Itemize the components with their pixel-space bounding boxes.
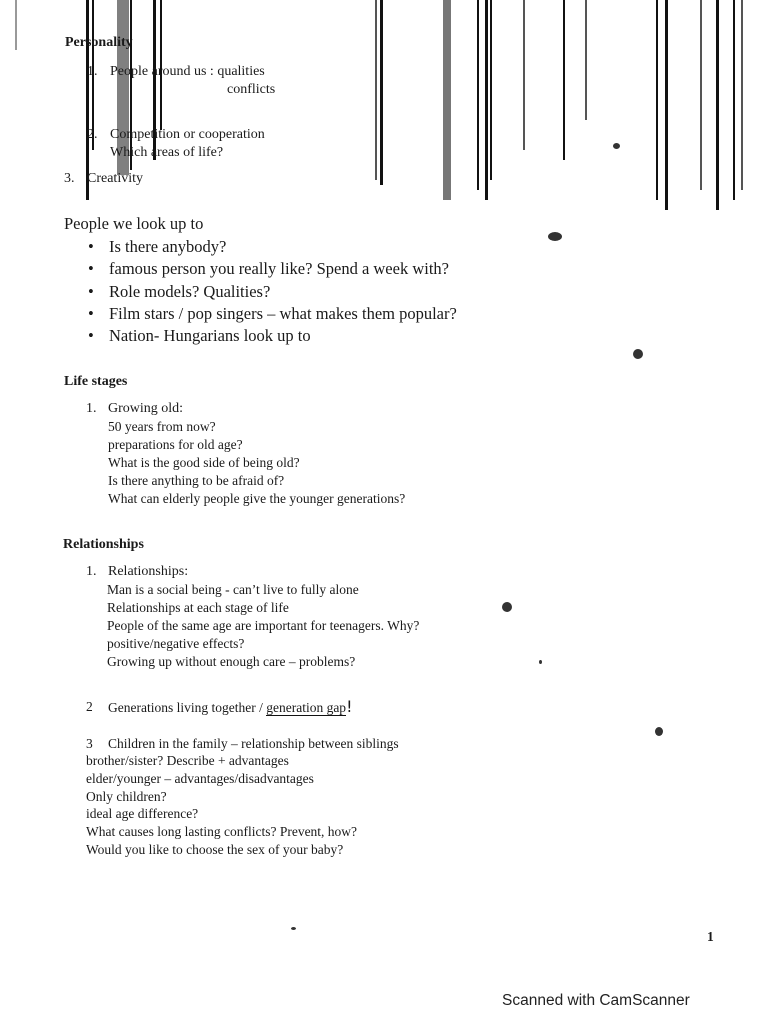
list-item-subtext: Which areas of life? [110, 145, 224, 160]
list-number: 1. [86, 564, 97, 579]
list-item-text: Generations living together / generation gap! [108, 697, 353, 716]
section-heading-look-up: People we look up to [64, 214, 204, 233]
list-item-title: Children in the family – relationship between siblings [108, 736, 399, 751]
bullet-icon: • [88, 259, 94, 279]
list-item-text: People around us : qualities [110, 64, 265, 79]
handwritten-mark: ! [346, 697, 353, 716]
list-line: Growing up without enough care – problems? [107, 654, 356, 669]
bullet-icon: • [88, 237, 94, 256]
section-heading-relationships: Relationships [63, 537, 144, 552]
list-line: elder/younger – advantages/disadvantages [86, 771, 314, 786]
list-line: People of the same age are important for teenagers. Why? [107, 618, 420, 633]
list-number: 3. [64, 171, 75, 186]
list-item-title: Relationships: [108, 564, 189, 579]
list-item-text: Competition or cooperation [110, 127, 265, 142]
list-line: Man is a social being - can’t live to fully alone [107, 582, 359, 597]
scanner-watermark: Scanned with CamScanner [502, 992, 690, 1009]
list-item-text: Creativity [87, 171, 143, 186]
bullet-item: • Is there anybody? [88, 236, 457, 258]
list-item-title: Growing old: [108, 401, 184, 416]
underlined-term: generation gap [266, 700, 347, 715]
page-number: 1 [707, 929, 714, 944]
bullet-item: • famous person you really like? Spend a week with? [88, 258, 457, 280]
list-item-subtext: conflicts [227, 82, 276, 97]
bullet-icon: • [88, 326, 94, 346]
list-line: 50 years from now? [108, 419, 216, 434]
bullet-list [88, 236, 457, 347]
section-heading-personality: Personality [65, 35, 133, 50]
bullet-item: • Nation- Hungarians look up to [88, 325, 457, 347]
list-number: 2 [86, 699, 93, 714]
list-line: What is the good side of being old? [108, 455, 300, 470]
list-line: What causes long lasting conflicts? Prevent, how? [86, 824, 358, 839]
list-line: positive/negative effects? [107, 636, 245, 651]
list-line: Only children? [86, 789, 167, 804]
list-line: ideal age difference? [86, 806, 199, 821]
list-line: Would you like to choose the sex of your baby? [86, 842, 344, 857]
list-number: 1. [87, 64, 98, 79]
bullet-icon: • [88, 281, 94, 301]
list-line: brother/sister? Describe + advantages [86, 753, 289, 768]
bullet-item: • Film stars / pop singers – what makes them popular? [88, 303, 457, 325]
section-heading-life-stages: Life stages [64, 374, 128, 389]
bullet-item: • Role models? Qualities? [88, 281, 457, 303]
list-number: 1. [86, 401, 97, 416]
list-line: preparations for old age? [108, 437, 243, 452]
list-line: Relationships at each stage of life [107, 600, 289, 615]
list-line: What can elderly people give the younger generations? [108, 491, 406, 506]
list-number: 2. [87, 127, 98, 142]
list-line: Is there anything to be afraid of? [108, 473, 285, 488]
bullet-icon: • [88, 303, 94, 323]
list-number: 3 [86, 736, 93, 751]
